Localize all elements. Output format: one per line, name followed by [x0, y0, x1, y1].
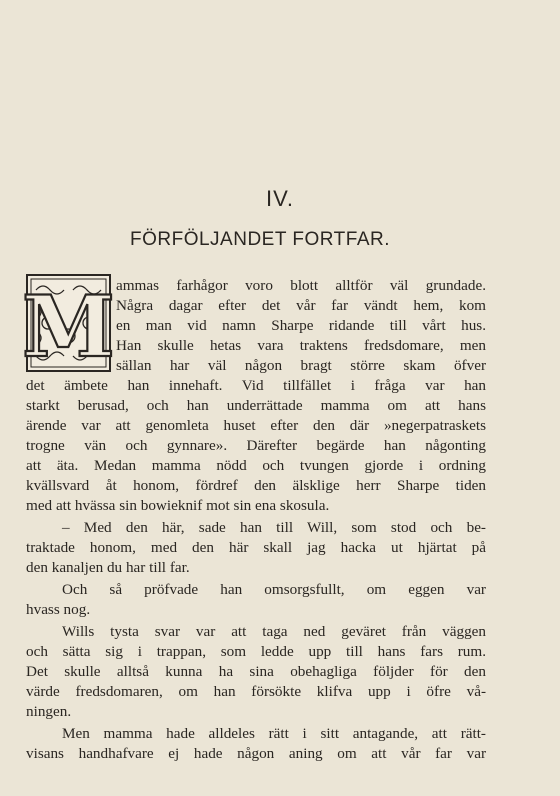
text-line: trogne vän och gynnare». Därefter begärde han någonting	[26, 437, 486, 454]
text-line: att äta. Medan mamma nödd och tvungen gjorde i ordning	[26, 457, 486, 474]
text-line: – Med den här, sade han till Will, som stod och be-	[62, 519, 486, 536]
text-line: hvass nog.	[26, 601, 91, 618]
text-line: det ämbete han innehaft. Vid tillfället i fråga var han	[26, 377, 486, 394]
text-line: sällan har väl någon bragt större skam öfver	[116, 357, 486, 374]
text-line: Det skulle alltså kunna ha sina obehagliga följder för den	[26, 663, 486, 680]
text-line: ningen.	[26, 703, 72, 720]
chapter-number: IV.	[266, 186, 294, 211]
text-line: Wills tysta svar var att taga ned geväret från väggen	[62, 623, 486, 640]
text-line: Han skulle hetas vara traktens fredsdomare, men	[116, 337, 486, 354]
text-line: traktade honom, med den här skall jag hacka ut hjärtat på	[26, 539, 486, 556]
dropcap-letter: M	[22, 277, 115, 376]
text-line: Och så pröfvade han omsorgsfullt, om eggen var	[62, 581, 486, 598]
chapter-title: FÖRFÖLJANDET FORTFAR.	[130, 229, 390, 250]
text-line: värde fredsdomaren, om han försökte klifva upp i öfre vå-	[26, 683, 486, 700]
text-line: Men mamma hade alldeles rätt i sitt antagande, att rätt-	[62, 725, 486, 742]
text-line: med att hvässa sin bowieknif mot sin ena skosula.	[26, 497, 330, 514]
text-line: en man vid namn Sharpe ridande till vårt hus.	[116, 317, 486, 334]
text-line: ärende var att genomleta huset efter den där »negerpatraskets	[26, 417, 486, 434]
text-line: starkt berusad, och han underrättade mamma om att hans	[26, 397, 486, 414]
text-line: och sätta sig i trappan, som ledde upp till hans fars rum.	[26, 643, 486, 660]
text-line: kvällsvard åt honom, fördref den älsklige herr Sharpe tiden	[26, 477, 486, 494]
text-line: ammas farhågor voro blott alltför väl grundade.	[116, 277, 486, 294]
text-line: Några dagar efter det vår far vändt hem, kom	[116, 297, 486, 314]
text-line: visans handhafvare ej hade någon aning om att vår far var	[26, 745, 486, 762]
text-line: den kanaljen du har till far.	[26, 559, 190, 576]
